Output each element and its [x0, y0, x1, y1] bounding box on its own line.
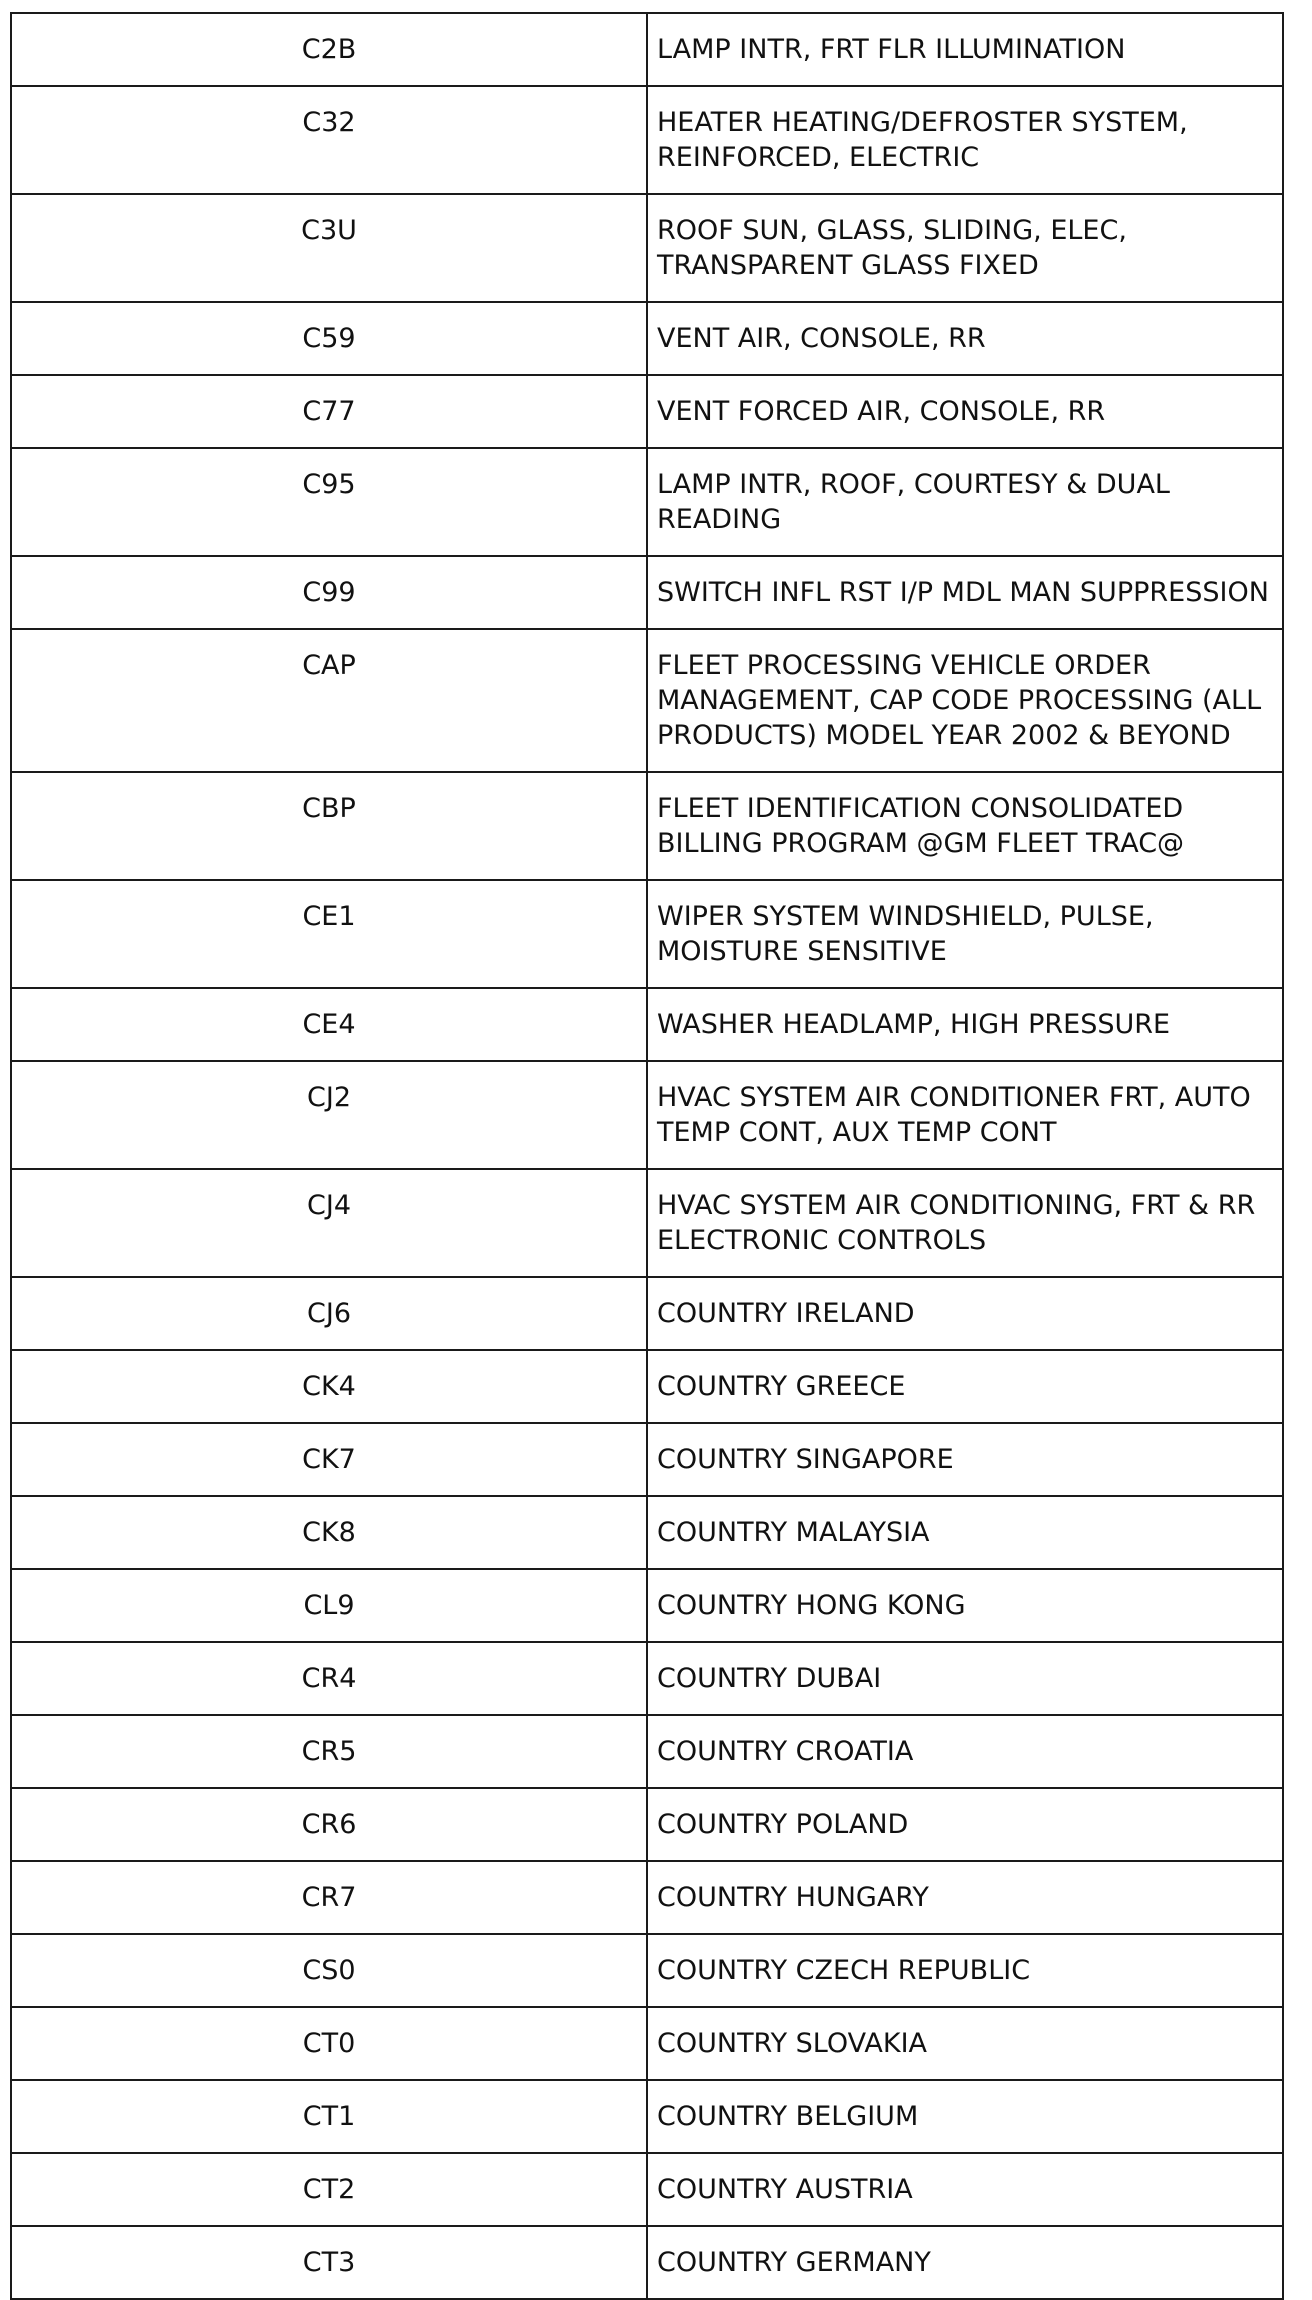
- option-description: COUNTRY DUBAI: [647, 1642, 1283, 1715]
- option-code: CK8: [11, 1496, 647, 1569]
- table-row: [11, 1861, 1283, 1934]
- option-code: C2B: [11, 13, 647, 86]
- option-description: COUNTRY CROATIA: [647, 1715, 1283, 1788]
- option-description: VENT FORCED AIR, CONSOLE, RR: [647, 375, 1283, 448]
- table-row: [11, 1642, 1283, 1715]
- option-code: CR4: [11, 1642, 647, 1715]
- table-row: [11, 194, 1283, 302]
- option-description: COUNTRY CZECH REPUBLIC: [647, 1934, 1283, 2007]
- table-row: [11, 1169, 1283, 1277]
- option-code: CJ4: [11, 1169, 647, 1277]
- option-code: C32: [11, 86, 647, 194]
- option-description: COUNTRY GERMANY: [647, 2226, 1283, 2299]
- option-description: COUNTRY SINGAPORE: [647, 1423, 1283, 1496]
- option-description: SWITCH INFL RST I/P MDL MAN SUPPRESSION: [647, 556, 1283, 629]
- table-row: [11, 556, 1283, 629]
- option-code: CE1: [11, 880, 647, 988]
- option-description: COUNTRY MALAYSIA: [647, 1496, 1283, 1569]
- table-row: [11, 1788, 1283, 1861]
- option-description: FLEET PROCESSING VEHICLE ORDER MANAGEMENT, CAP CODE PROCESSING (ALL PRODUCTS) MODEL YEAR 2002 & BEYOND: [647, 629, 1283, 772]
- table-row: [11, 772, 1283, 880]
- option-code: CT0: [11, 2007, 647, 2080]
- option-code: CT3: [11, 2226, 647, 2299]
- option-description: COUNTRY GREECE: [647, 1350, 1283, 1423]
- option-description: COUNTRY IRELAND: [647, 1277, 1283, 1350]
- option-description: FLEET IDENTIFICATION CONSOLIDATED BILLING PROGRAM @GM FLEET TRAC@: [647, 772, 1283, 880]
- option-description: VENT AIR, CONSOLE, RR: [647, 302, 1283, 375]
- table-row: [11, 13, 1283, 86]
- option-code: C3U: [11, 194, 647, 302]
- option-code: CT1: [11, 2080, 647, 2153]
- option-code: CR6: [11, 1788, 647, 1861]
- table-row: [11, 1934, 1283, 2007]
- option-description: COUNTRY HONG KONG: [647, 1569, 1283, 1642]
- option-code: CL9: [11, 1569, 647, 1642]
- table-row: [11, 2080, 1283, 2153]
- option-code-table: [10, 12, 1284, 2300]
- option-code: C77: [11, 375, 647, 448]
- table-row: [11, 86, 1283, 194]
- option-description: WIPER SYSTEM WINDSHIELD, PULSE, MOISTURE SENSITIVE: [647, 880, 1283, 988]
- option-code: CK4: [11, 1350, 647, 1423]
- table-row: [11, 375, 1283, 448]
- table-row: [11, 1423, 1283, 1496]
- table-row: [11, 1569, 1283, 1642]
- table-row: [11, 448, 1283, 556]
- option-code: C95: [11, 448, 647, 556]
- option-code: CE4: [11, 988, 647, 1061]
- table-row: [11, 1277, 1283, 1350]
- option-code: CR7: [11, 1861, 647, 1934]
- option-code: CAP: [11, 629, 647, 772]
- option-description: ROOF SUN, GLASS, SLIDING, ELEC, TRANSPARENT GLASS FIXED: [647, 194, 1283, 302]
- option-description: COUNTRY BELGIUM: [647, 2080, 1283, 2153]
- option-code: CBP: [11, 772, 647, 880]
- table-row: [11, 1715, 1283, 1788]
- option-description: COUNTRY AUSTRIA: [647, 2153, 1283, 2226]
- table-row: [11, 2153, 1283, 2226]
- table-row: [11, 1350, 1283, 1423]
- option-description: HVAC SYSTEM AIR CONDITIONER FRT, AUTO TEMP CONT, AUX TEMP CONT: [647, 1061, 1283, 1169]
- option-description: HEATER HEATING/DEFROSTER SYSTEM, REINFORCED, ELECTRIC: [647, 86, 1283, 194]
- table-row: [11, 2007, 1283, 2080]
- option-code: CK7: [11, 1423, 647, 1496]
- option-code: C99: [11, 556, 647, 629]
- option-description: WASHER HEADLAMP, HIGH PRESSURE: [647, 988, 1283, 1061]
- option-description: HVAC SYSTEM AIR CONDITIONING, FRT & RR ELECTRONIC CONTROLS: [647, 1169, 1283, 1277]
- option-description: LAMP INTR, ROOF, COURTESY & DUAL READING: [647, 448, 1283, 556]
- table-row: [11, 880, 1283, 988]
- table-row: [11, 1061, 1283, 1169]
- option-description: LAMP INTR, FRT FLR ILLUMINATION: [647, 13, 1283, 86]
- option-code: CS0: [11, 1934, 647, 2007]
- table-row: [11, 629, 1283, 772]
- table-row: [11, 302, 1283, 375]
- table-row: [11, 988, 1283, 1061]
- table-row: [11, 1496, 1283, 1569]
- option-description: COUNTRY POLAND: [647, 1788, 1283, 1861]
- option-description: COUNTRY HUNGARY: [647, 1861, 1283, 1934]
- option-description: COUNTRY SLOVAKIA: [647, 2007, 1283, 2080]
- option-code: CR5: [11, 1715, 647, 1788]
- option-code: CJ2: [11, 1061, 647, 1169]
- table-row: [11, 2226, 1283, 2299]
- option-code: CT2: [11, 2153, 647, 2226]
- option-code: CJ6: [11, 1277, 647, 1350]
- option-code: C59: [11, 302, 647, 375]
